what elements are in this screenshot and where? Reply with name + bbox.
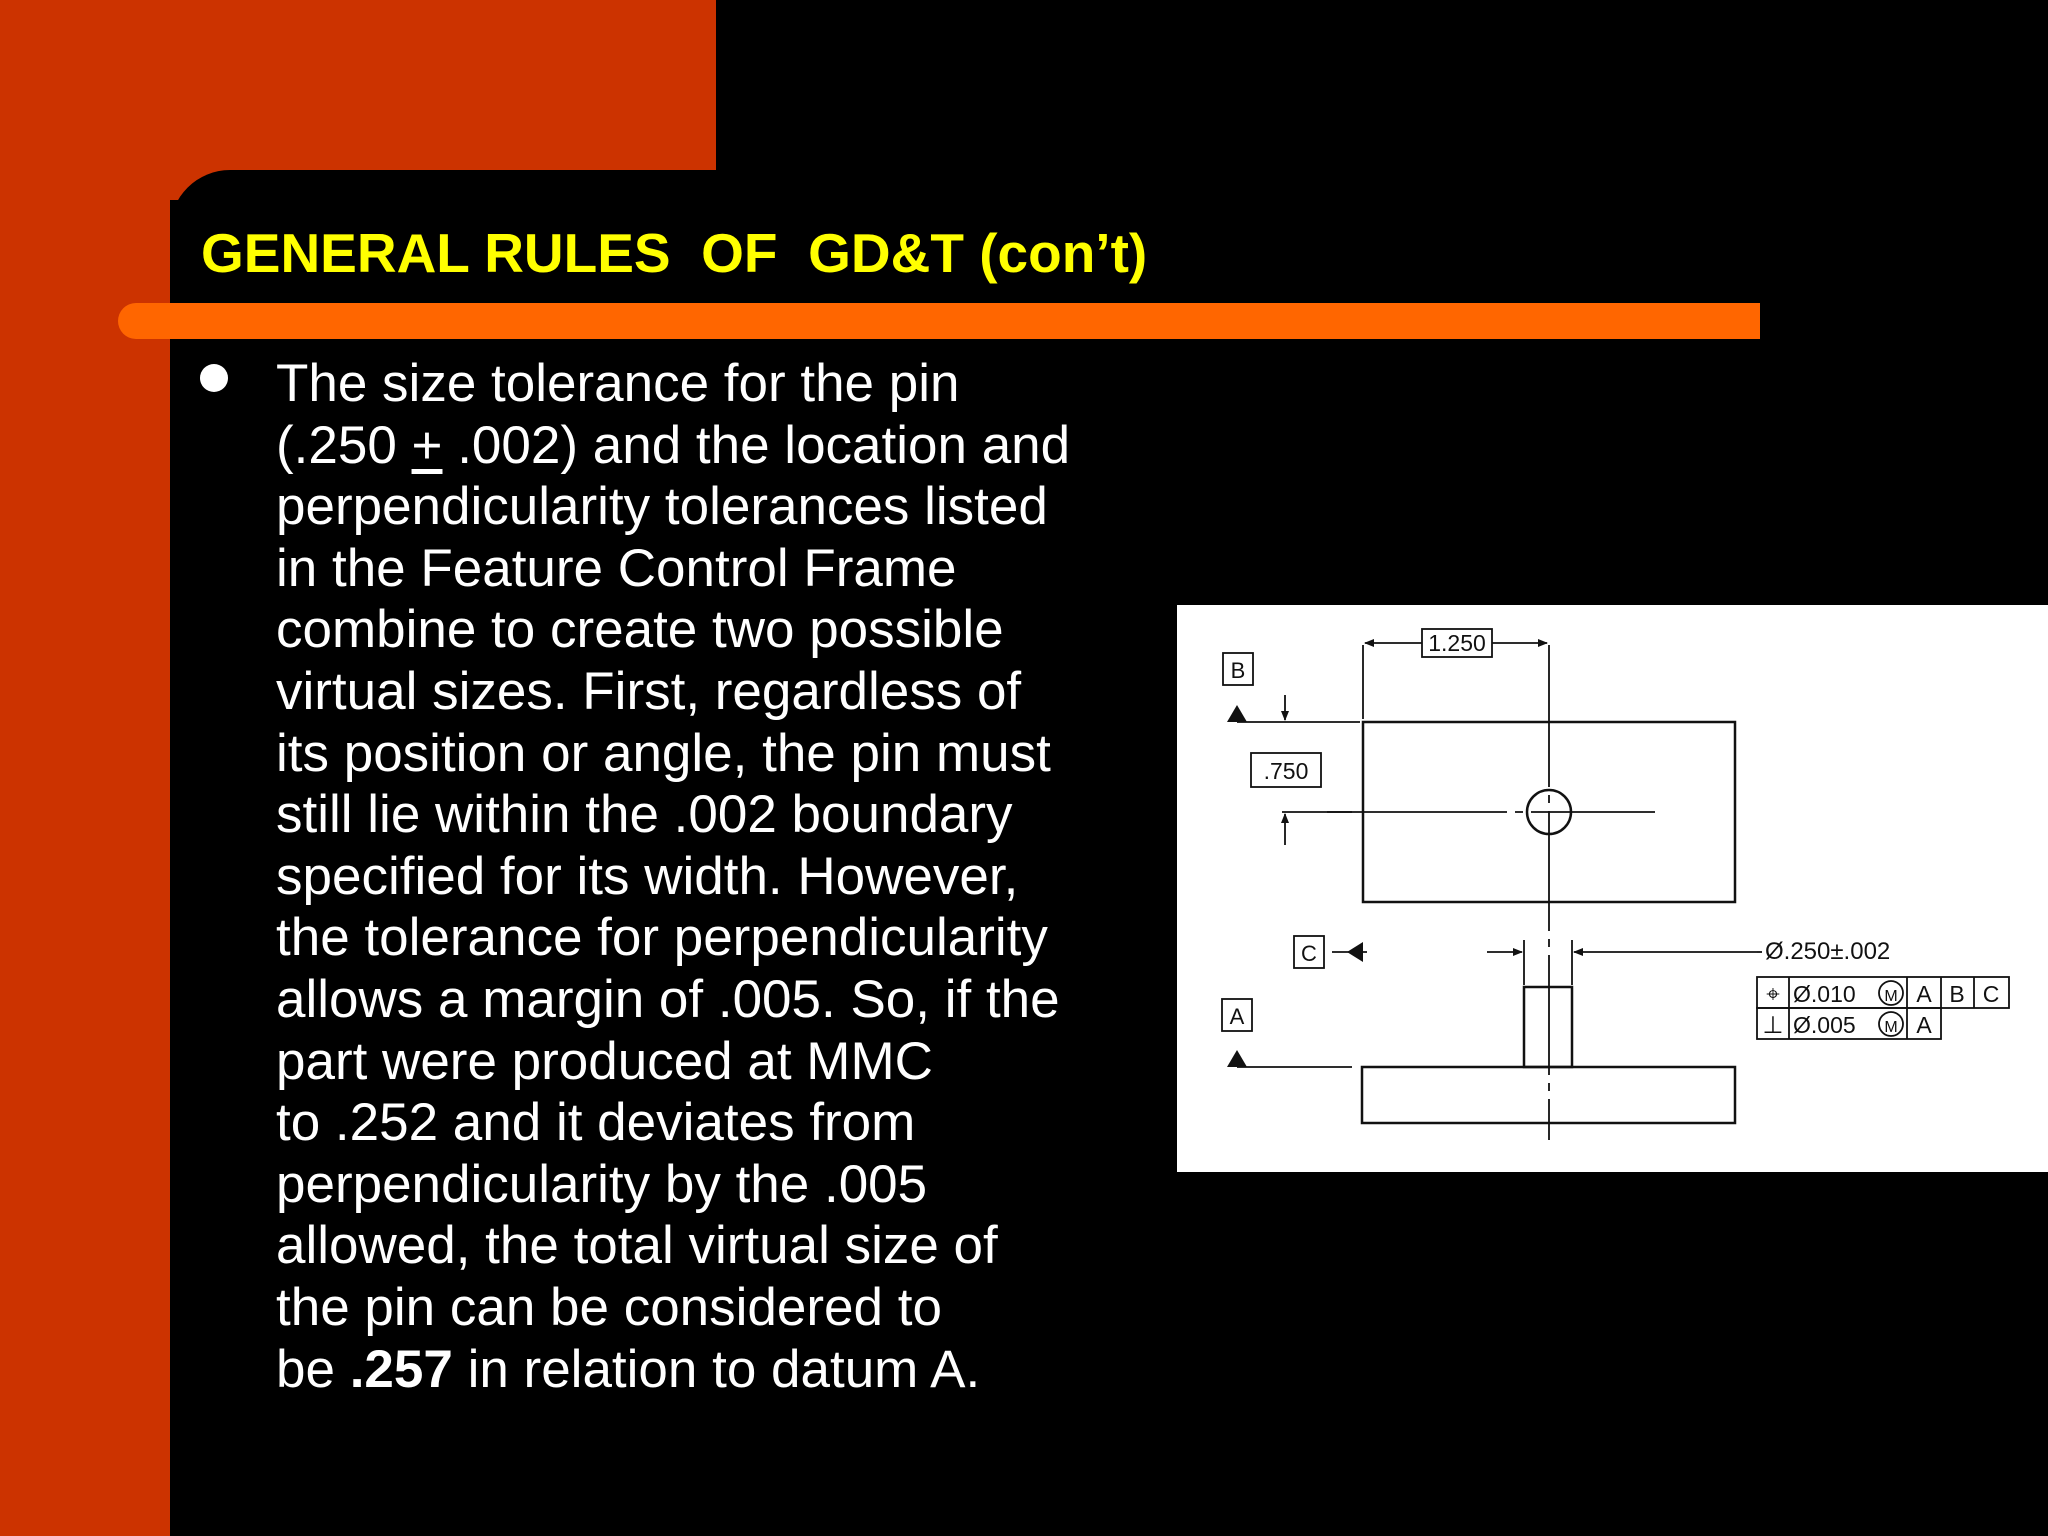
- text-line: combine to create two possible: [276, 600, 1004, 660]
- text-line: [276, 1339, 1156, 1401]
- text-segment: .002) and the location and: [442, 415, 1071, 475]
- text-segment: (.250: [276, 415, 412, 475]
- text-segment: in relation to datum A.: [452, 1339, 981, 1399]
- datum-c-triangle-icon: [1347, 942, 1363, 962]
- pin-size-callout: Ø.250±.002: [1765, 938, 1891, 965]
- text-line: still lie within the .002 boundary: [276, 785, 1013, 845]
- text-segment: be: [276, 1339, 350, 1399]
- text-line: perpendicularity by the .005: [276, 1154, 928, 1214]
- text-line: the tolerance for perpendicularity: [276, 908, 1048, 968]
- text-line: The size tolerance for the pin: [276, 354, 960, 413]
- text-line: in the Feature Control Frame: [276, 538, 957, 598]
- fcf-position-tolerance: Ø.010: [1793, 981, 1856, 1007]
- dim-width-label: 1.250: [1428, 630, 1486, 656]
- text-line: part were produced at MMC: [276, 1031, 933, 1091]
- plus-minus-sign: +: [411, 415, 443, 475]
- datum-b-triangle-icon: [1227, 705, 1247, 722]
- text-line: allows a margin of .005. So, if the: [276, 969, 1060, 1029]
- mmc-modifier: M: [1884, 1019, 1898, 1036]
- bullet-dot-icon: [200, 364, 228, 392]
- mmc-modifier: M: [1884, 988, 1898, 1005]
- fcf-datum-tertiary: C: [1982, 981, 2000, 1007]
- position-symbol-icon: ⌖: [1766, 981, 1780, 1008]
- datum-a-label: A: [1229, 1004, 1245, 1029]
- fcf-datum-primary: A: [1916, 1012, 1932, 1038]
- text-line: perpendicularity tolerances listed: [276, 477, 1048, 537]
- fcf-datum-secondary: B: [1949, 981, 1965, 1007]
- bullet-text: [276, 353, 1156, 1400]
- dim-height-label: .750: [1263, 758, 1309, 784]
- slide-title: GENERAL RULES OF GD&T (con’t): [201, 222, 1148, 284]
- engineering-drawing: [1177, 605, 2048, 1172]
- fcf-datum-primary: A: [1916, 981, 1932, 1007]
- datum-b-label: B: [1230, 658, 1246, 683]
- title-underline-bar: [118, 303, 1760, 339]
- datum-a-triangle-icon: [1227, 1050, 1247, 1067]
- gdt-drawing-figure: [1177, 605, 2048, 1172]
- text-line: allowed, the total virtual size of: [276, 1216, 998, 1276]
- text-line: the pin can be considered to: [276, 1277, 942, 1337]
- text-line: [276, 415, 1156, 477]
- datum-c-label: C: [1301, 941, 1317, 966]
- virtual-size-value: .257: [349, 1339, 453, 1399]
- fcf-perpendicularity-tolerance: Ø.005: [1793, 1012, 1856, 1038]
- left-accent-band: [0, 0, 170, 1536]
- text-line: its position or angle, the pin must: [276, 723, 1051, 783]
- text-line: virtual sizes. First, regardless of: [276, 661, 1022, 721]
- pin-side-view: [1524, 987, 1572, 1067]
- text-line: to .252 and it deviates from: [276, 1093, 916, 1153]
- text-line: specified for its width. However,: [276, 846, 1019, 906]
- perpendicularity-symbol-icon: ⊥: [1762, 1012, 1784, 1039]
